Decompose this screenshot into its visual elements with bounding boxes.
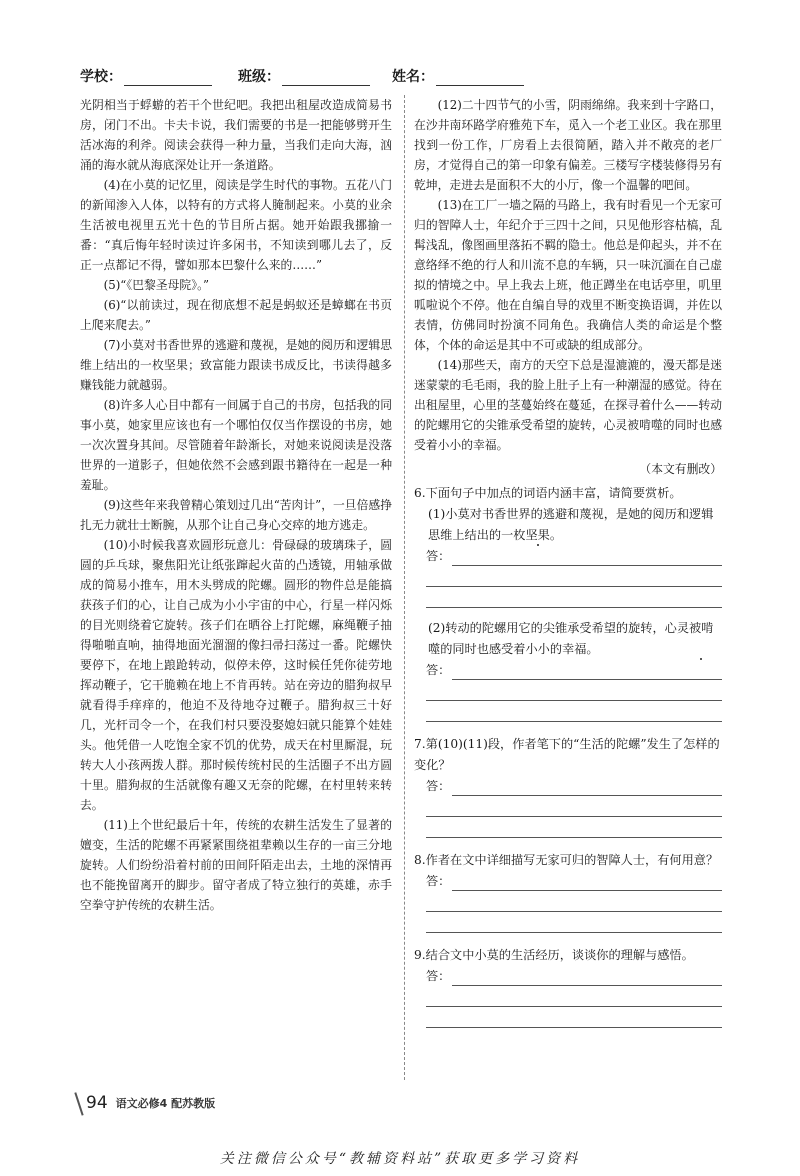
answer-line[interactable]: [414, 776, 722, 796]
article-paragraph: (13)在工厂一墙之隔的马路上，我有时看见一个无家可归的智障人士，年纪介于三四十之间，只见他形容枯槁，乱髯浅乱，像图画里落拓不羁的隐士。他总是仰起头，并不在意络绎不绝的行人和川流不息的车辆，只一味沉湎在自己虚拟的情境之中。早上我去上班，他正蹲坐在电话亭里，叽里呱啦说个不停。他在自编自导的戏里不断变换语调，并佐以表情，仿佛同时扮演不同角色。我确信人类的命运是个整体，个体的命运是其中不可或缺的组成部分。: [414, 198, 722, 352]
column-divider: [404, 95, 405, 1080]
emphasized-word: 啃噬: [428, 621, 714, 656]
answer-label: 答：: [426, 969, 451, 983]
article-paragraph: (8)许多人心目中都有一间属于自己的书房，包括我的同事小莫，她家里应该也有一个哪怕仅仅当作摆设的书房，她一次次置身其间。尽管随着年龄渐长，对她来说阅读是没落世界的一道影子，但她依然不会感到跟书籍待在一起是一种羞耻。: [80, 398, 392, 492]
question-6-sentence-1: [414, 504, 722, 546]
article-paragraph: (14)那些天，南方的天空下总是湿漉漉的，漫天都是迷迷蒙蒙的毛毛雨，我的脸上肚子上有一种潮湿的感觉。待在出租屋里，心里的茎蔓始终在蔓延，在探寻着什么——转动的陀螺用它的尖锥承受希望的旋转，心灵被啃噬的同时也感受着小小的幸福。: [414, 358, 722, 452]
question-7: 7.第(10)(11)段，作者笔下的“生活的陀螺”发生了怎样的变化？: [414, 737, 720, 772]
question-6-stem: 6.下面句子中加点的词语内涵丰富，请简要赏析。: [414, 486, 682, 500]
school-blank[interactable]: [124, 68, 212, 86]
question-6-sentence-2: [414, 618, 722, 660]
article-left-column: [80, 95, 392, 1080]
question-8: 8.作者在文中详细描写无家可归的智障人士，有何用意？: [414, 853, 719, 867]
article-paragraph: (4)在小莫的记忆里，阅读是学生时代的事物。五花八门的新闻渗入人体，以特有的方式将人腌制起来。小莫的业余生活被电视里五光十色的节目所占据。她开始跟我挪揄一番：“真后悔年轻时读过许多闲书，不知读到哪儿去了，反正一点都记不得，譬如那本巴黎什么来的……”: [80, 178, 392, 272]
answer-line[interactable]: [426, 817, 722, 838]
answer-line[interactable]: [426, 912, 722, 933]
sentence-text: (2)转动的陀螺用它的尖锥承受希望的旋转，心灵被: [428, 621, 702, 635]
answer-line[interactable]: [414, 660, 722, 680]
article-paragraph: (5)“《巴黎圣母院》。”: [103, 278, 210, 292]
class-field: [238, 66, 370, 86]
source-note: （本文有删改）: [639, 462, 722, 476]
article-paragraph: (10)小时候我喜欢圆形玩意儿：骨碌碌的玻璃珠子，圆圆的乒乓球，聚焦阳光让纸张蹿起火苗的凸透镜，用轴承做成的简易小推车，用木头劈成的陀螺。圆形的物件总是能搞获孩子们的心，让自己成为小小宇宙的中心，行星一样闪烁的目光则绕着它旋转。孩子们在晒谷上打陀螺，麻绳鞭子抽得啪啪直响，抽得地面光溜溜的像扫帚扫荡过一番。陀螺快要停下，在地上踉跄转动，似停未停，这时候任凭你徒劳地挥动鞭子，它干脆赖在地上不肯再转。站在旁边的腊狗叔早就看得手痒痒的，他迫不及待地夺过鞭子。腊狗叔三十好几，光杆司令一个，在我们村只要没娶媳妇就只能算个娃娃头。他凭借一人吃饱全家不饥的优势，成天在村里厮混，玩转大人小孩两拨人群。那时候传统村民的生活圈子不出方圆十里。腊狗叔的生活就像有趣又无奈的陀螺，在村里转来转去。: [80, 538, 392, 812]
question-9: 9.结合文中小莫的生活经历，谈谈你的理解与感悟。: [414, 948, 694, 962]
answer-label: 答：: [426, 663, 451, 677]
answer-line[interactable]: [426, 566, 722, 587]
slash-decoration-icon: [72, 1092, 86, 1114]
name-field: [392, 66, 524, 86]
answer-line[interactable]: [414, 546, 722, 566]
article-paragraph: (7)小莫对书香世界的逃避和蔑视，是她的阅历和逻辑思维上结出的一枚坚果；致富能力跟读书成反比，书读得越多赚钱能力就越弱。: [80, 338, 392, 392]
page-number: 94: [86, 1093, 108, 1113]
answer-line[interactable]: [414, 871, 722, 891]
sentence-text: 的同时也感受着小小的幸福。: [440, 642, 599, 656]
answer-label: 答：: [426, 779, 451, 793]
promo-note: 关注微信公众号“教辅资料站”获取更多学习资料: [219, 1151, 581, 1167]
answer-line[interactable]: [426, 587, 722, 608]
article-right-column: [414, 95, 722, 1080]
article-paragraph: (6)“以前读过，现在彻底想不起是蚂蚁还是蟑螂在书页上爬来爬去。”: [80, 298, 392, 332]
answer-line[interactable]: [414, 966, 722, 986]
student-info-header: [80, 66, 740, 90]
answer-line[interactable]: [426, 986, 722, 1007]
name-label: 姓名：: [392, 69, 434, 85]
name-blank[interactable]: [436, 68, 524, 86]
article-paragraph: 光阴相当于蜉蝣的若干个世纪吧。我把出租屋改造成简易书房，闭门不出。卡夫卡说，我们需要的书是一把能够劈开生活冰海的利斧。阅读会获得一种力量，当我们走向大海，汹涌的海水就从海底深处让开一条道路。: [80, 98, 392, 172]
book-name: 语文必修4 配苏教版: [115, 1097, 216, 1110]
sentence-text: 。: [549, 528, 563, 542]
answer-line[interactable]: [426, 701, 722, 722]
answer-label: 答：: [426, 549, 451, 563]
article-paragraph: (11)上个世纪最后十年，传统的农耕生活发生了显著的嬗变，生活的陀螺不再紧紧围绕祖辈赖以生存的一亩三分地旋转。人们纷纷沿着村前的田间阡陌走出去，土地的深情再也不能挽留离开的脚步。留守者成了特立独行的英雄，赤手空拳守护传统的农耕生活。: [80, 818, 392, 912]
emphasized-word: 坚果: [525, 528, 550, 542]
answer-line[interactable]: [426, 680, 722, 701]
class-label: 班级：: [238, 69, 280, 85]
page-footer: [72, 1090, 215, 1116]
class-blank[interactable]: [282, 68, 370, 86]
school-label: 学校：: [80, 69, 122, 85]
answer-line[interactable]: [426, 796, 722, 817]
sentence-text: (1)小莫对书香世界的逃避和蔑视，是她的阅历和逻辑思维上结出的一枚: [428, 507, 714, 542]
answer-line[interactable]: [426, 1007, 722, 1028]
article-paragraph: (12)二十四节气的小雪，阴雨绵绵。我来到十字路口，在沙井南环路学府雅苑下车，觅入一个老工业区。我在那里找到一份工作，厂房看上去很简陋，踏入并不敞亮的老厂房，才觉得自己的第一印象有偏差。三楼写字楼装修得另有乾坤，走进去是面积不大的小厅，像一个温馨的吧间。: [414, 98, 722, 192]
answer-label: 答：: [426, 874, 451, 888]
answer-line[interactable]: [426, 891, 722, 912]
article-paragraph: (9)这些年来我曾精心策划过几出“苦肉计”，一旦倍感挣扎无力就壮士断腕，从那个让自己身心交瘁的地方逃走。: [80, 498, 392, 532]
school-field: [80, 66, 212, 86]
